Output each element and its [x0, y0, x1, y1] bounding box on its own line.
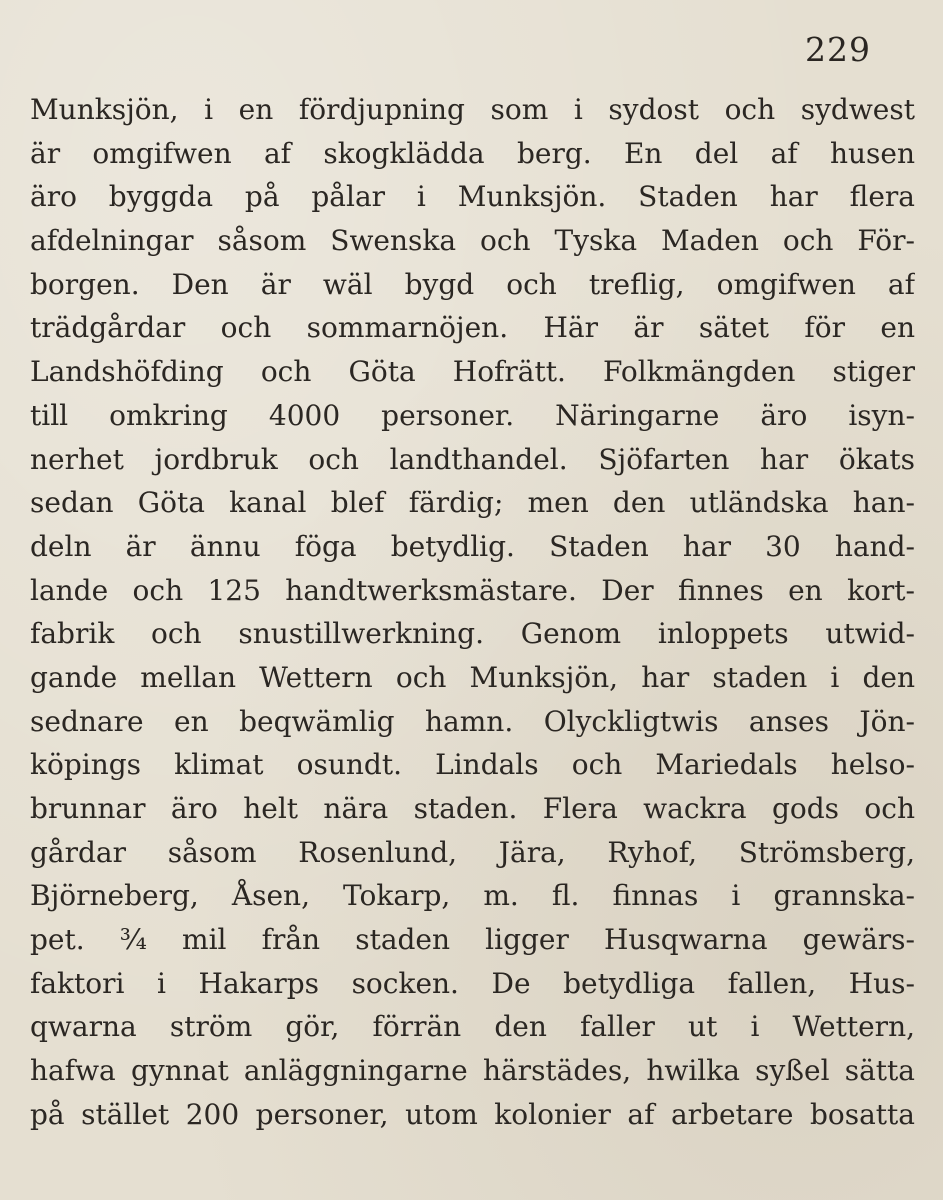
text-line: qwarna ström gör, förrän den faller ut i Wettern, — [30, 1010, 915, 1044]
text-line: till omkring 4000 personer. Näringarne äro isyn- — [30, 398, 915, 432]
text-line: fabrik och snustillwerkning. Genom inloppets utwid- — [30, 617, 915, 651]
text-line: afdelningar såsom Swenska och Tyska Maden och För- — [30, 224, 915, 258]
text-line: Björneberg, Åsen, Tokarp, m. fl. finnas i grannska- — [30, 879, 915, 913]
text-line: faktori i Hakarps socken. De betydliga fallen, Hus- — [30, 966, 915, 1000]
page-text — [30, 88, 915, 1137]
text-line: sedan Göta kanal blef färdig; men den utländska han- — [30, 486, 915, 520]
text-line: brunnar äro helt nära staden. Flera wackra gods och — [30, 792, 915, 825]
page-number: 229 — [805, 30, 871, 69]
text-line: äro byggda på pålar i Munksjön. Staden har flera — [30, 180, 915, 214]
text-line: pet. ¾ mil från staden ligger Husqwarna gewärs- — [30, 923, 915, 957]
text-line: gårdar såsom Rosenlund, Jära, Ryhof, Strömsberg, — [30, 835, 915, 869]
text-line: köpings klimat osundt. Lindals och Mariedals helso- — [30, 748, 915, 782]
text-line: är omgifwen af skogklädda berg. En del af husen — [30, 136, 915, 170]
text-line: lande och 125 handtwerksmästare. Der finnes en kort- — [30, 573, 915, 607]
text-line: borgen. Den är wäl bygd och treflig, omgifwen af — [30, 267, 915, 301]
text-line: gande mellan Wettern och Munksjön, har staden i den — [30, 660, 915, 694]
text-line: trädgårdar och sommarnöjen. Här är sätet för en — [30, 311, 915, 345]
text-line: på stället 200 personer, utom kolonier af arbetare bosatta — [30, 1097, 915, 1131]
text-line: sednare en beqwämlig hamn. Olyckligtwis anses Jön- — [30, 704, 915, 738]
text-line: hafwa gynnat anläggningarne härstädes, hwilka syßel sätta — [30, 1054, 915, 1088]
text-line: deln är ännu föga betydlig. Staden har 30 hand- — [30, 529, 915, 563]
text-line: Munksjön, i en fördjupning som i sydost och sydwest — [30, 93, 915, 126]
text-line: Landshöfding och Göta Hofrätt. Folkmängden stiger — [30, 355, 915, 389]
text-line: nerhet jordbruk och landthandel. Sjöfarten har ökats — [30, 442, 915, 476]
